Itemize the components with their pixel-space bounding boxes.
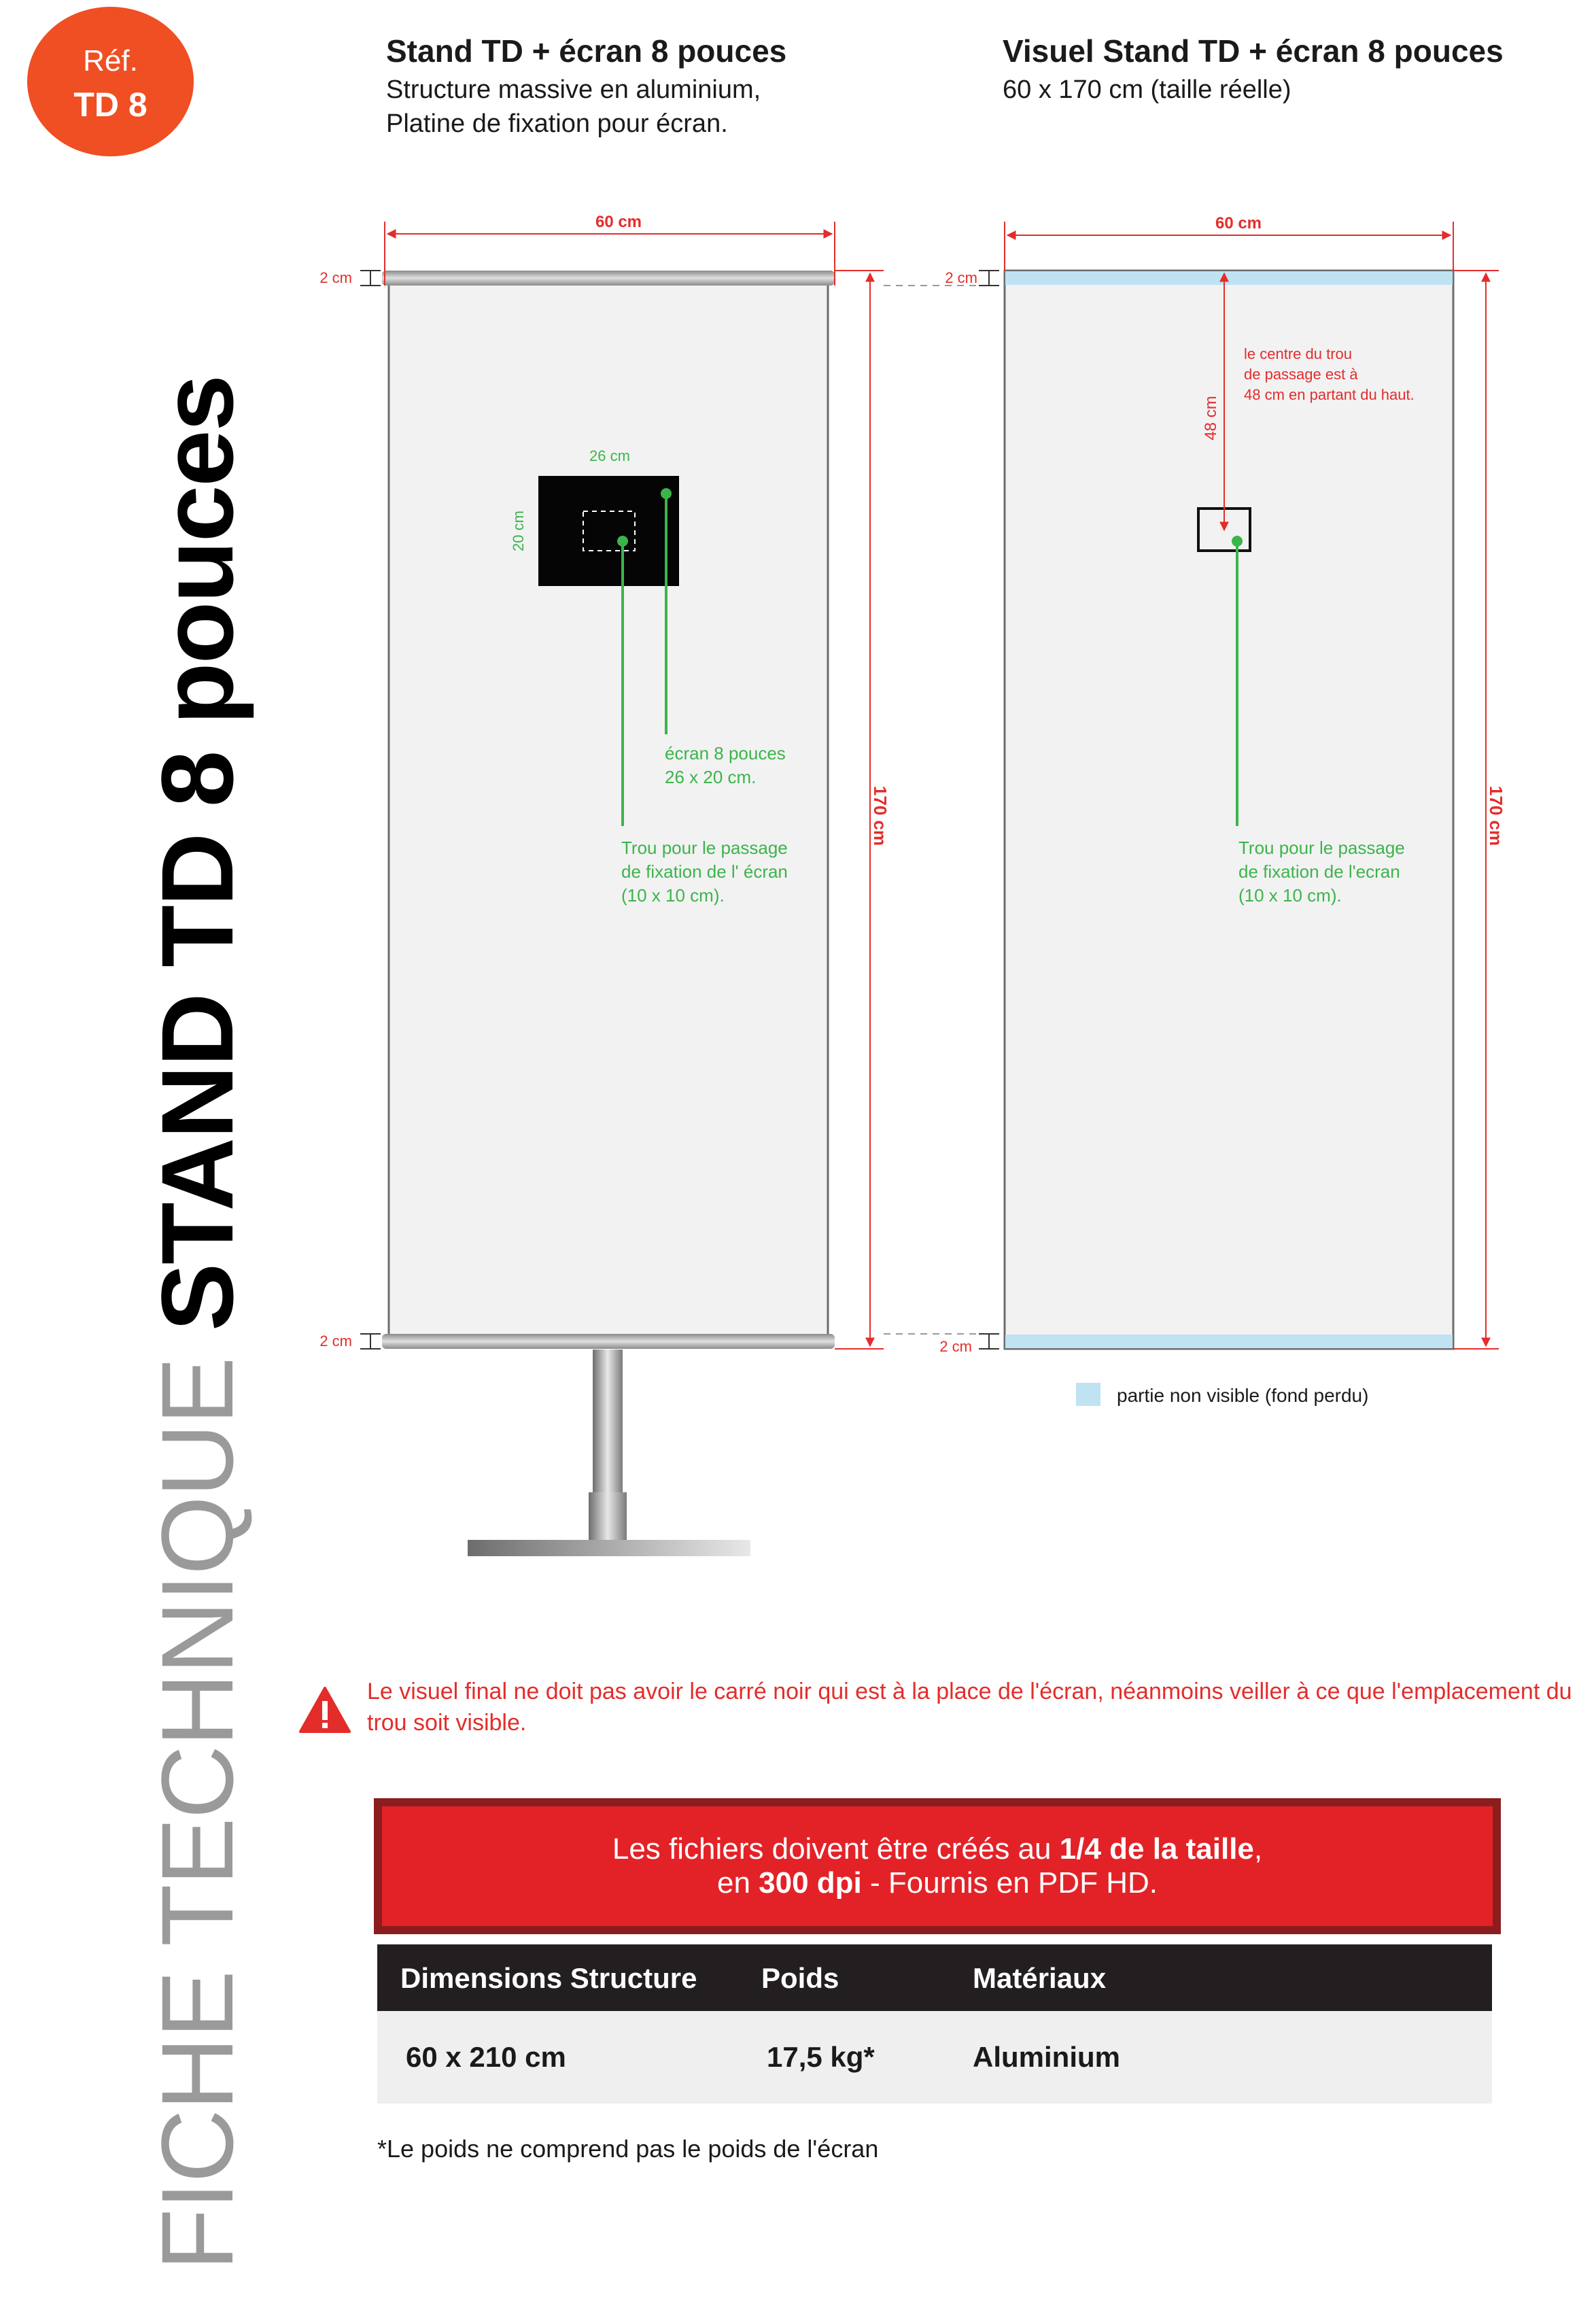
- right-hole-note-3: (10 x 10 cm).: [1238, 885, 1342, 906]
- file-notice-box: [374, 1798, 1501, 1934]
- left-height-label: 170 cm: [870, 785, 890, 846]
- ref-label: Réf.: [83, 44, 138, 78]
- bottom-bleed-area: [1005, 1335, 1453, 1348]
- left-bottom-margin-label: 2 cm: [319, 1333, 352, 1350]
- legend-swatch: [1076, 1383, 1100, 1406]
- top-bleed-area: [1005, 271, 1453, 285]
- center-note-3: 48 cm en partant du haut.: [1244, 386, 1415, 403]
- notice-part3: ,: [1253, 1832, 1263, 1866]
- left-hole-note-1: Trou pour le passage: [621, 838, 788, 858]
- file-notice-inner: [382, 1806, 1493, 1926]
- right-height-label: 170 cm: [1486, 785, 1506, 846]
- notice-part6: - Fournis en PDF HD.: [861, 1866, 1158, 1900]
- spec-table-header: [377, 1944, 1492, 2011]
- notice-part1: Les fichiers doivent être créés au: [612, 1832, 1060, 1866]
- screen-leader-dot: [661, 488, 672, 499]
- left-top-margin-label: 2 cm: [319, 269, 352, 286]
- offset-label: 48 cm: [1202, 396, 1220, 441]
- right-visual: [979, 222, 1499, 1406]
- legend-label: partie non visible (fond perdu): [1117, 1385, 1369, 1406]
- left-bottom-bar: [382, 1334, 835, 1349]
- spec-table-row: [377, 2011, 1492, 2103]
- stand-foot: [468, 1540, 750, 1556]
- left-column-line2: Platine de fixation pour écran.: [386, 109, 728, 138]
- right-bottom-margin-label: 2 cm: [939, 1338, 972, 1355]
- left-top-bar: [382, 271, 835, 286]
- notice-part2: 1/4 de la taille: [1059, 1832, 1254, 1866]
- screen-note-1: écran 8 pouces: [665, 743, 786, 763]
- center-note-1: le centre du trou: [1244, 345, 1352, 362]
- header-dimensions: Dimensions Structure: [400, 1962, 697, 1994]
- center-note-2: de passage est à: [1244, 366, 1358, 383]
- left-column-title: Stand TD + écran 8 pouces: [386, 33, 787, 69]
- notice-part5: 300 dpi: [759, 1866, 862, 1900]
- screen-width-label: 26 cm: [589, 447, 630, 464]
- stand-pole: [593, 1350, 623, 1492]
- right-column-line1: 60 x 170 cm (taille réelle): [1003, 75, 1291, 104]
- right-hole-note-1: Trou pour le passage: [1238, 838, 1405, 858]
- left-width-label: 60 cm: [595, 213, 642, 231]
- hole-leader-dot: [617, 536, 628, 547]
- warning-text: Le visuel final ne doit pas avoir le carré noir qui est à la place de l'écran, néanmoins veiller à ce que l'emplacement du trou soit visible.: [367, 1679, 1572, 1736]
- cell-poids: 17,5 kg*: [767, 2041, 875, 2073]
- header-materiaux: Matériaux: [973, 1962, 1107, 1994]
- warning-triangle-icon: [299, 1686, 351, 1734]
- ref-code: TD 8: [73, 86, 148, 124]
- right-top-margin-label: 2 cm: [945, 269, 977, 286]
- notice-part4: en: [716, 1866, 759, 1900]
- stand-pole-base: [589, 1492, 627, 1540]
- side-title-light: FICHE TECHNIQUE: [140, 1330, 254, 2271]
- screen-note-2: 26 x 20 cm.: [665, 767, 757, 787]
- left-hole-note-2: de fixation de l' écran: [621, 861, 788, 882]
- header-poids: Poids: [761, 1962, 839, 1994]
- right-width-label: 60 cm: [1215, 214, 1262, 233]
- left-hole-note-3: (10 x 10 cm).: [621, 885, 725, 906]
- side-title-bold: STAND TD 8 pouces: [140, 375, 254, 1331]
- left-column-line1: Structure massive en aluminium,: [386, 75, 761, 104]
- screen-height-label: 20 cm: [510, 511, 527, 551]
- right-column-title: Visuel Stand TD + écran 8 pouces: [1003, 33, 1504, 69]
- left-banner-panel: [389, 284, 828, 1339]
- screen-placeholder: [538, 476, 679, 586]
- cell-dimensions: 60 x 210 cm: [406, 2041, 566, 2073]
- cell-materiaux: Aluminium: [973, 2041, 1120, 2073]
- right-visual-panel: [1005, 271, 1453, 1349]
- footnote: *Le poids ne comprend pas le poids de l'écran: [377, 2135, 879, 2163]
- right-hole-note-2: de fixation de l'ecran: [1238, 861, 1400, 882]
